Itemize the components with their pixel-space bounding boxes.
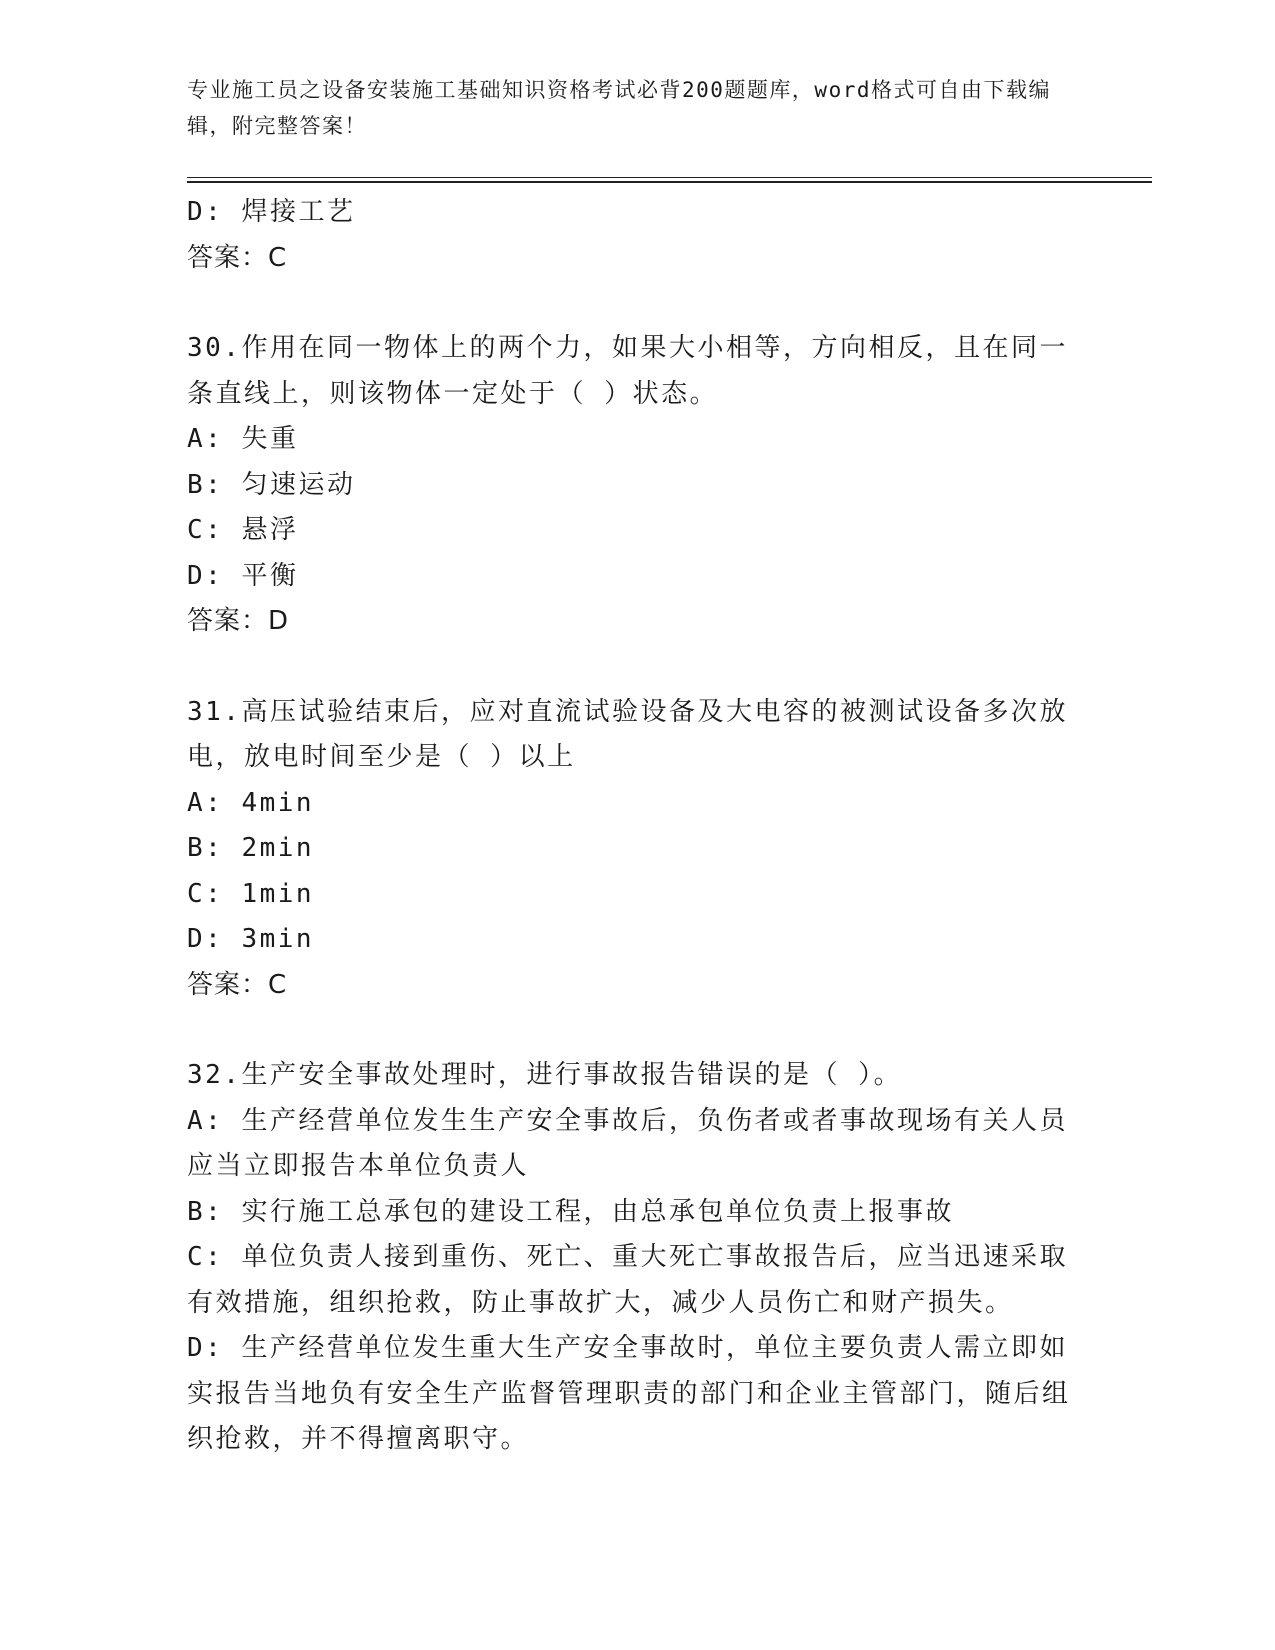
option-a: A: 失重 [187,424,299,454]
option-b: B: 2min [187,833,315,863]
question-29-tail [187,190,1087,281]
option-c: C: 悬浮 [187,515,299,545]
answer-line: 答案：C [187,969,288,1000]
document-header: 专业施工员之设备安装施工基础知识资格考试必背200题题库，word格式可自由下载编辑，附完整答案！ [187,78,1051,138]
option-c: C: 1min [187,878,315,909]
question-stem: 31.高压试验结束后，应对直流试验设备及大电容的被测试设备多次放电，放电时间至少是（ ）以上 [187,696,1068,772]
header-divider-thick [187,181,1152,183]
option-b: B: 实行施工总承包的建设工程，由总承包单位负责上报事故 [187,1196,954,1227]
spacer [187,281,1087,326]
question-stem: 32.生产安全事故处理时，进行事故报告错误的是（ ）。 [187,1060,903,1090]
option-a: A: 生产经营单位发生生产安全事故后，负伤者或者事故现场有关人员应当立即报告本单位负责人 [187,1105,1068,1181]
header-divider-thin [187,177,1152,178]
spacer [187,645,1087,690]
option-d: D: 生产经营单位发生重大生产安全事故时，单位主要负责人需立即如实报告当地负有安全生产监督管理职责的部门和企业主管部门，随后组织抢救，并不得擅离职守。 [187,1333,1071,1454]
option-d: D: 3min [187,924,315,954]
option-d: D: 焊接工艺 [187,197,356,227]
question-32 [187,1053,1087,1463]
question-31 [187,690,1087,1009]
option-c: C: 单位负责人接到重伤、死亡、重大死亡事故报告后，应当迅速采取有效措施，组织抢救，防止事故扩大，减少人员伤亡和财产损失。 [187,1242,1068,1318]
answer-line: 答案：D [187,606,290,636]
spacer [187,1008,1087,1053]
question-30 [187,326,1087,645]
question-stem: 30.作用在同一物体上的两个力，如果大小相等，方向相反，且在同一条直线上，则该物体一定处于（ ）状态。 [187,333,1068,409]
question-list [187,190,1087,1463]
answer-line: 答案：C [187,242,288,273]
option-d: D: 平衡 [187,560,299,591]
option-b: B: 匀速运动 [187,469,356,500]
option-a: A: 4min [187,787,315,818]
